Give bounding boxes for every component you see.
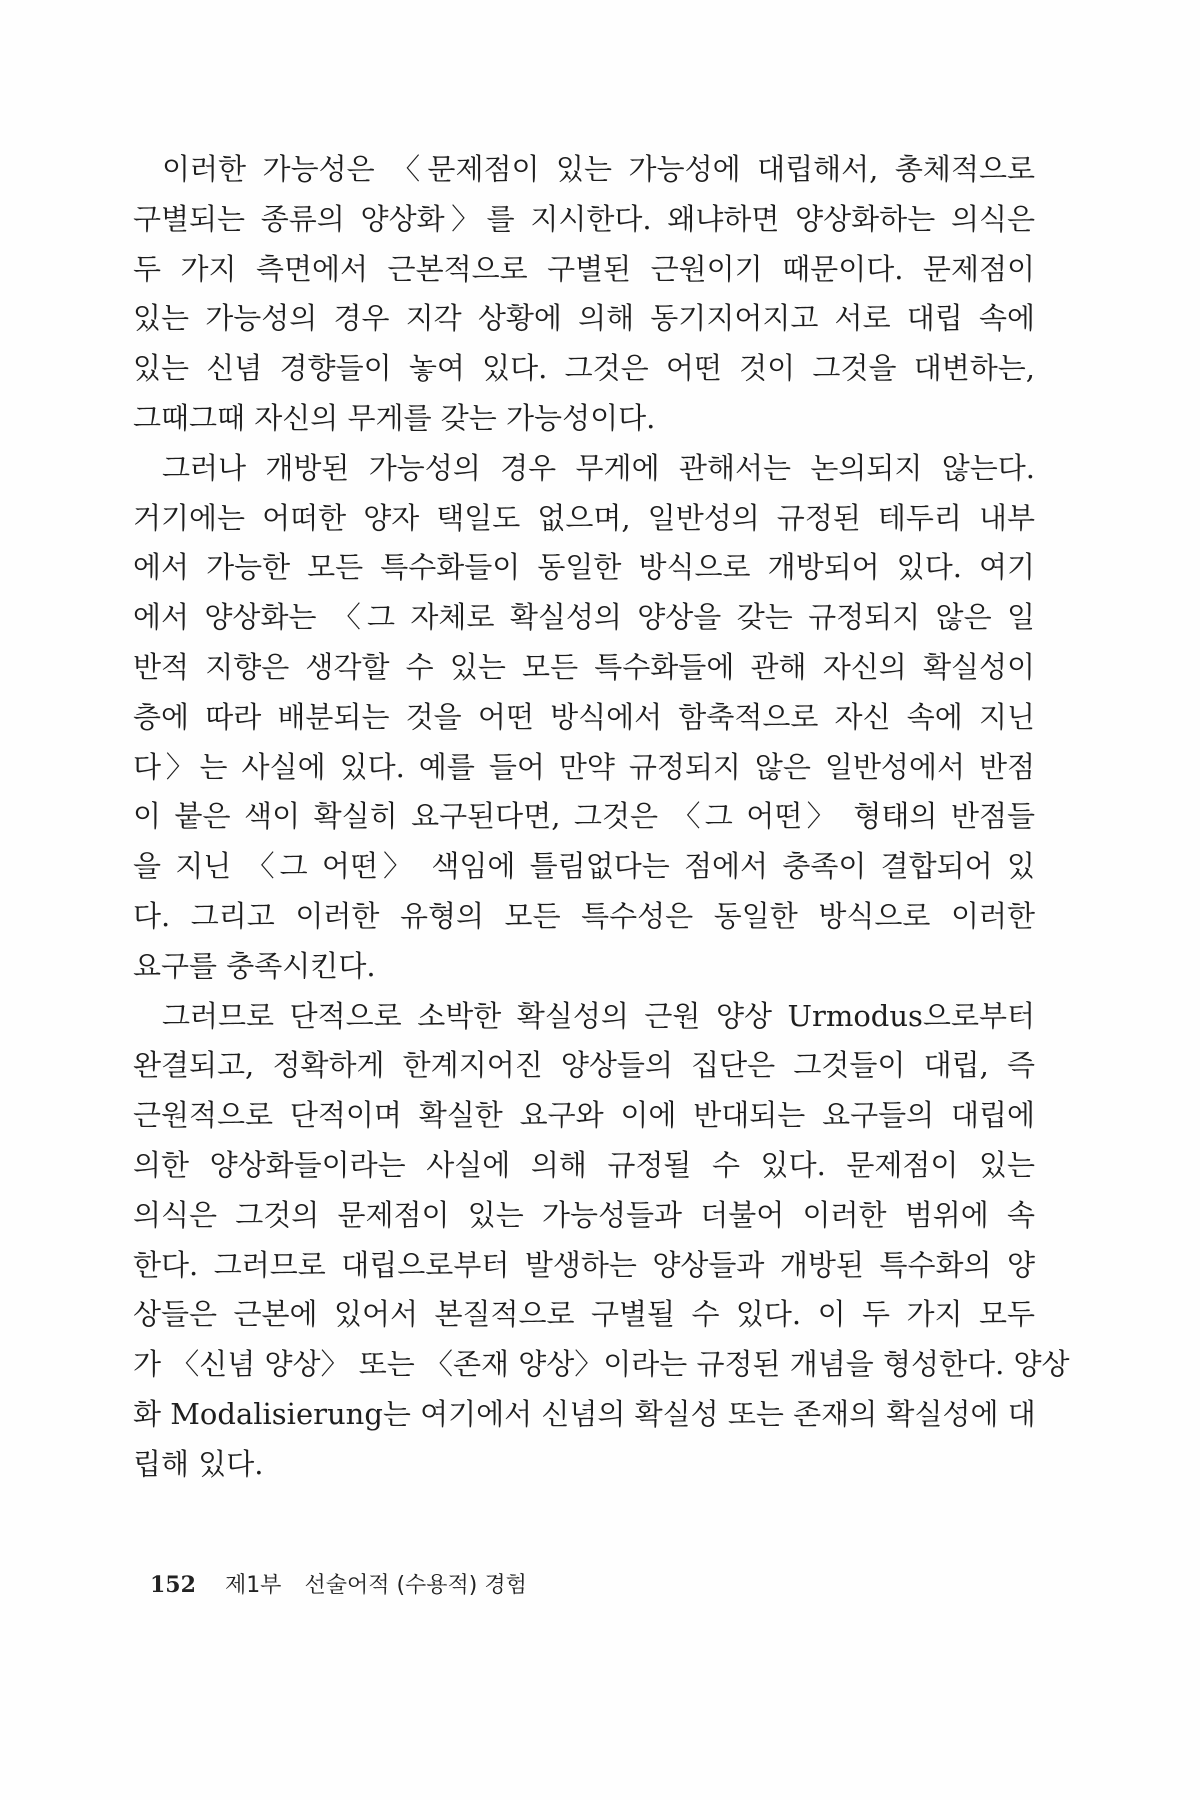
text-line: 을 지닌 〈그 어떤〉 색임에 틀림없다는 점에서 충족이 결합되어 있	[133, 849, 1035, 884]
text-line: 립해 있다.	[133, 1446, 264, 1481]
text-line: 그러므로 단적으로 소박한 확실성의 근원 양상 Urmodus으로부터	[162, 998, 1035, 1033]
text-line: 두 가지 측면에서 근본적으로 구별된 근원이기 때문이다. 문제점이	[133, 251, 1035, 286]
text-line: 거기에는 어떠한 양자 택일도 없으며, 일반성의 규정된 테두리 내부	[133, 500, 1035, 535]
text-line: 가 〈신념 양상〉 또는 〈존재 양상〉이라는 규정된 개념을 형성한다. 양상	[133, 1347, 1070, 1382]
text-line: 다. 그리고 이러한 유형의 모든 특수성은 동일한 방식으로 이러한	[133, 898, 1035, 933]
paragraph	[133, 992, 1070, 1490]
text-line: 상들은 근본에 있어서 본질적으로 구별될 수 있다. 이 두 가지 모두	[133, 1297, 1035, 1332]
text-line: 다〉는 사실에 있다. 예를 들어 만약 규정되지 않은 일반성에서 반점	[133, 749, 1035, 784]
text-line: 한다. 그러므로 대립으로부터 발생하는 양상들과 개방된 특수화의 양	[133, 1247, 1035, 1282]
part-label: 제1부	[224, 1573, 282, 1598]
paragraph	[133, 145, 1035, 444]
running-title: 선술어적 (수용적) 경험	[304, 1573, 527, 1598]
page-number: 152	[150, 1572, 196, 1598]
text-line: 에서 가능한 모든 특수화들이 동일한 방식으로 개방되어 있다. 여기	[133, 550, 1035, 585]
text-line: 이 붙은 색이 확실히 요구된다면, 그것은 〈그 어떤〉 형태의 반점들	[133, 799, 1035, 834]
text-line: 요구를 충족시킨다.	[133, 948, 376, 983]
text-line: 그때그때 자신의 무게를 갖는 가능성이다.	[133, 400, 656, 435]
text-line: 층에 따라 배분되는 것을 어떤 방식에서 함축적으로 자신 속에 지닌	[133, 699, 1035, 734]
text-line: 구별되는 종류의 양상화〉를 지시한다. 왜냐하면 양상화하는 의식은	[133, 201, 1035, 236]
text-line: 근원적으로 단적이며 확실한 요구와 이에 반대되는 요구들의 대립에	[133, 1098, 1035, 1133]
text-line: 반적 지향은 생각할 수 있는 모든 특수화들에 관해 자신의 확실성이	[133, 649, 1035, 684]
text-line: 화 Modalisierung는 여기에서 신념의 확실성 또는 존재의 확실성에 대	[133, 1396, 1036, 1431]
text-line: 있는 신념 경향들이 놓여 있다. 그것은 어떤 것이 그것을 대변하는,	[133, 351, 1035, 386]
text-line: 의식은 그것의 문제점이 있는 가능성들과 더불어 이러한 범위에 속	[133, 1197, 1035, 1232]
text-line: 그러나 개방된 가능성의 경우 무게에 관해서는 논의되지 않는다.	[162, 450, 1035, 485]
text-line: 이러한 가능성은 〈문제점이 있는 가능성에 대립해서, 총체적으로	[162, 152, 1035, 186]
text-line: 의한 양상화들이라는 사실에 의해 규정될 수 있다. 문제점이 있는	[133, 1147, 1035, 1182]
paragraph	[133, 444, 1035, 992]
body-text	[133, 145, 1070, 1490]
page-footer	[150, 1568, 527, 1599]
text-line: 에서 양상화는 〈그 자체로 확실성의 양상을 갖는 규정되지 않은 일	[133, 600, 1035, 635]
text-line: 있는 가능성의 경우 지각 상황에 의해 동기지어지고 서로 대립 속에	[133, 301, 1035, 336]
text-line: 완결되고, 정확하게 한계지어진 양상들의 집단은 그것들이 대립, 즉	[133, 1048, 1035, 1083]
